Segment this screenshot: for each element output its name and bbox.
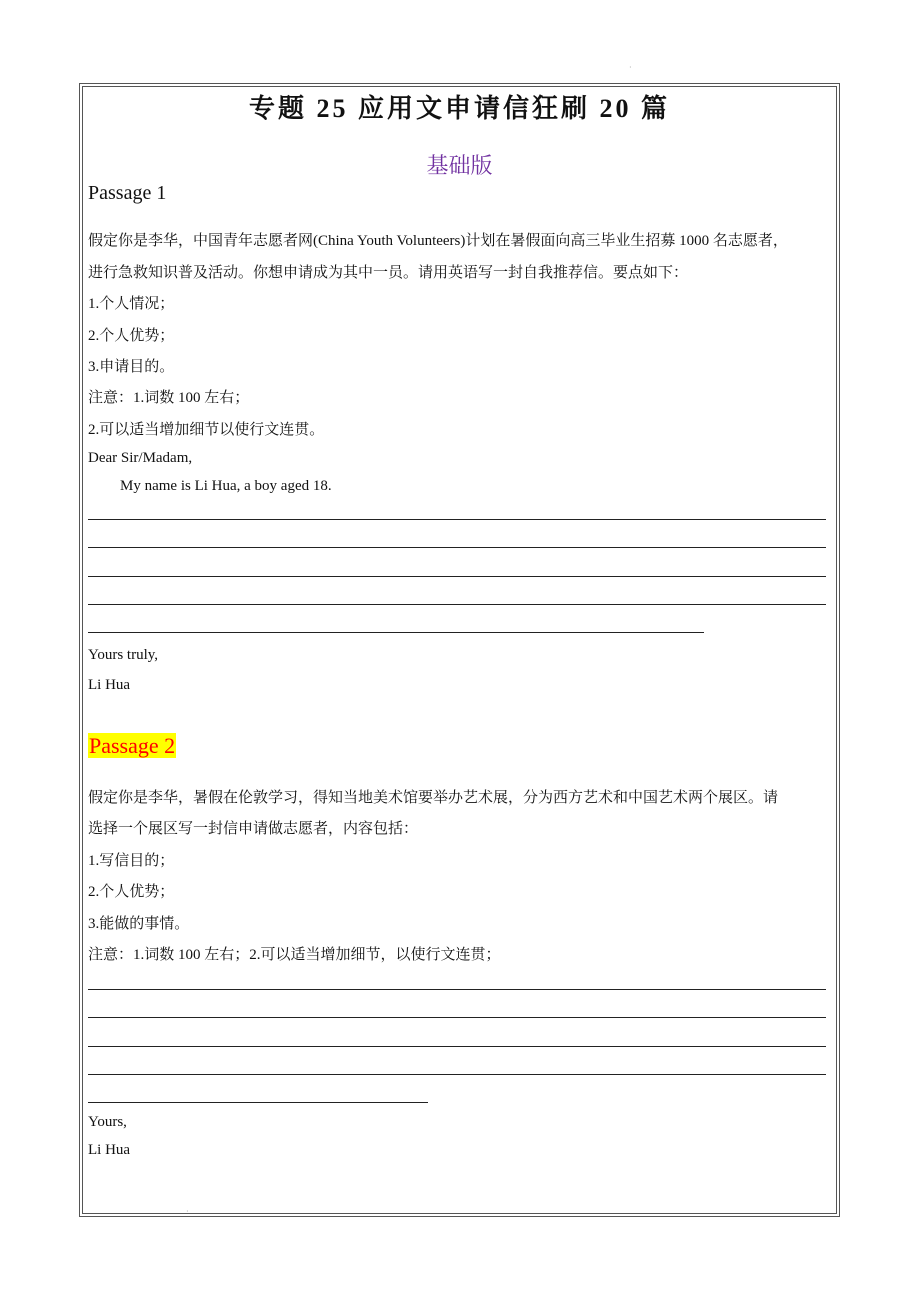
passage-1-answer-line[interactable] <box>88 519 826 520</box>
passage-1-closing: Yours truly, <box>88 647 159 663</box>
passage-1-opening: My name is Li Hua, a boy aged 18. <box>120 478 332 494</box>
passage-1-note-2: 2.可以适当增加细节以使行文连贯。 <box>88 422 325 438</box>
passage-1-answer-line[interactable] <box>88 547 826 548</box>
page-border-inner <box>82 86 837 1214</box>
passage-2-answer-line[interactable] <box>88 989 826 990</box>
passage-1-answer-line[interactable] <box>88 604 826 605</box>
passage-2-answer-line[interactable] <box>88 1017 826 1018</box>
passage-2-point-3: 3.能做的事情。 <box>88 916 190 932</box>
passage-1-prompt-line-2: 进行急救知识普及活动。你想申请成为其中一员。请用英语写一封自我推荐信。要点如下： <box>88 265 689 281</box>
scan-mark-top: · <box>629 63 632 72</box>
passage-1-heading: Passage 1 <box>88 182 167 204</box>
passage-1-answer-line[interactable] <box>88 576 826 577</box>
passage-2-closing: Yours, <box>88 1114 127 1130</box>
passage-2-prompt-line-2: 选择一个展区写一封信申请做志愿者，内容包括： <box>88 821 419 837</box>
passage-1-point-1: 1.个人情况； <box>88 296 175 312</box>
passage-2-answer-line[interactable] <box>88 1074 826 1075</box>
passage-2-prompt-line-1: 假定你是李华，暑假在伦敦学习，得知当地美术馆要举办艺术展，分为西方艺术和中国艺术两个展区。请 <box>88 790 779 806</box>
passage-2-note: 注意：1.词数 100 左右；2.可以适当增加细节，以使行文连贯； <box>88 947 501 963</box>
passage-2-point-2: 2.个人优势； <box>88 884 175 900</box>
passage-1-point-3: 3.申请目的。 <box>88 359 175 375</box>
page-subtitle: 基础版 <box>426 153 493 178</box>
passage-2-answer-line[interactable] <box>88 1102 428 1103</box>
passage-1-point-2: 2.个人优势； <box>88 328 175 344</box>
passage-1-note-1: 注意：1.词数 100 左右； <box>88 390 250 406</box>
passage-2-answer-line[interactable] <box>88 1046 826 1047</box>
passage-1-prompt-line-1: 假定你是李华，中国青年志愿者网(China Youth Volunteers)计划在暑假面向高三毕业生招募 1000 名志愿者， <box>88 233 788 249</box>
passage-2-heading <box>88 733 176 759</box>
scan-mark-bottom: · <box>186 1207 189 1216</box>
passage-2-heading-highlight: Passage 2 <box>89 733 176 758</box>
page-title: 专题 25 应用文申请信狂刷 20 篇 <box>248 94 670 123</box>
passage-2-point-1: 1.写信目的； <box>88 853 175 869</box>
passage-1-signature: Li Hua <box>88 677 131 693</box>
passage-1-answer-line[interactable] <box>88 632 704 633</box>
passage-2-signature: Li Hua <box>88 1142 131 1158</box>
passage-1-salutation: Dear Sir/Madam, <box>88 450 193 466</box>
